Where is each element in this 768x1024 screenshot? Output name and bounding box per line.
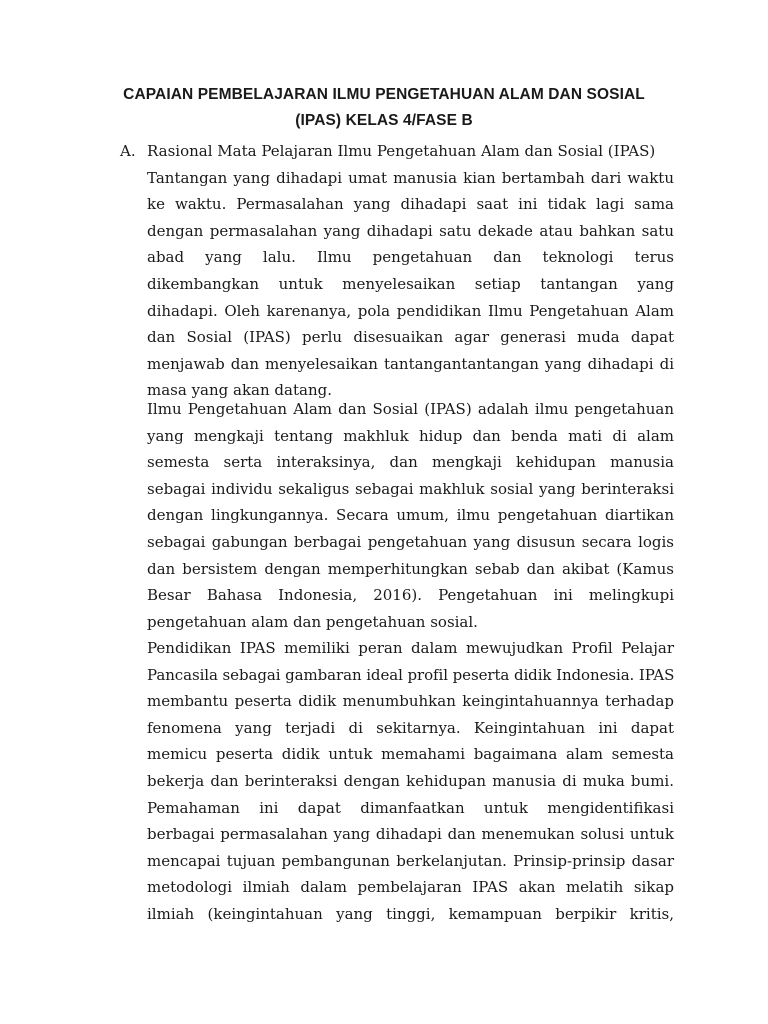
paragraph-2 xyxy=(147,396,674,635)
paragraph-line: Pancasila sebagai gambaran ideal profil peserta didik Indonesia. IPAS xyxy=(147,665,675,684)
paragraph-line: dan Sosial (IPAS) perlu disesuaikan agar generasi muda dapat xyxy=(147,328,674,347)
paragraph-line: Ilmu Pengetahuan Alam dan Sosial (IPAS) adalah ilmu pengetahuan xyxy=(147,400,674,418)
paragraph-line: menjawab dan menyelesaikan tantangantantangan yang dihadapi di xyxy=(147,354,674,373)
paragraph-line: semesta serta interaksinya, dan mengkaji kehidupan manusia xyxy=(147,453,674,472)
paragraph-line: mencapai tujuan pembangunan berkelanjutan. Prinsip-prinsip dasar xyxy=(147,851,674,870)
paragraph-line: abad yang lalu. Ilmu pengetahuan dan teknologi terus xyxy=(147,248,674,267)
paragraph-line: sebagai gabungan berbagai pengetahuan yang disusun secara logis xyxy=(147,532,674,551)
paragraph-line: memicu peserta didik untuk memahami bagaimana alam semesta xyxy=(147,745,674,764)
paragraph-line: bekerja dan berinteraksi dengan kehidupan manusia di muka bumi. xyxy=(147,771,674,790)
paragraph-line: Pendidikan IPAS memiliki peran dalam mewujudkan Profil Pelajar xyxy=(147,639,674,657)
paragraph-line: dan bersistem dengan memperhitungkan sebab dan akibat (Kamus xyxy=(147,559,674,578)
document-title-line-2: (IPAS) KELAS 4/FASE B xyxy=(295,112,473,129)
paragraph-line: ilmiah (keingintahuan yang tinggi, kemampuan berpikir kritis, xyxy=(147,904,674,923)
paragraph-1 xyxy=(147,165,674,404)
paragraph-line: berbagai permasalahan yang dihadapi dan menemukan solusi untuk xyxy=(147,825,674,844)
paragraph-line: fenomena yang terjadi di sekitarnya. Keingintahuan ini dapat xyxy=(147,718,674,737)
paragraph-line: ke waktu. Permasalahan yang dihadapi saat ini tidak lagi sama xyxy=(147,195,674,214)
paragraph-line: metodologi ilmiah dalam pembelajaran IPAS akan melatih sikap xyxy=(147,878,674,897)
document-title-line-1: CAPAIAN PEMBELAJARAN ILMU PENGETAHUAN ALAM DAN SOSIAL xyxy=(123,86,645,103)
paragraph-line: dikembangkan untuk menyelesaikan setiap tantangan yang xyxy=(147,274,674,293)
paragraph-3 xyxy=(147,635,674,928)
section-letter: A. xyxy=(120,142,136,160)
paragraph-line: membantu peserta didik menumbuhkan keingintahuannya terhadap xyxy=(147,692,674,711)
paragraph-line: sebagai individu sekaligus sebagai makhluk sosial yang berinteraksi xyxy=(147,479,674,498)
paragraph-line: dihadapi. Oleh karenanya, pola pendidikan Ilmu Pengetahuan Alam xyxy=(147,301,674,320)
section-heading-text: Rasional Mata Pelajaran Ilmu Pengetahuan Alam dan Sosial (IPAS) xyxy=(147,142,656,160)
paragraph-line: Pemahaman ini dapat dimanfaatkan untuk mengidentifikasi xyxy=(147,798,674,817)
paragraph-line: dengan permasalahan yang dihadapi satu dekade atau bahkan satu xyxy=(147,221,674,240)
section-heading xyxy=(120,138,655,165)
paragraph-line: Besar Bahasa Indonesia, 2016). Pengetahuan ini melingkupi xyxy=(147,586,674,605)
paragraph-line: masa yang akan datang. xyxy=(147,381,332,400)
paragraph-line: dengan lingkungannya. Secara umum, ilmu pengetahuan diartikan xyxy=(147,506,674,525)
paragraph-line: pengetahuan alam dan pengetahuan sosial. xyxy=(147,612,478,631)
paragraph-line: Tantangan yang dihadapi umat manusia kian bertambah dari waktu xyxy=(147,168,674,187)
paragraph-line: yang mengkaji tentang makhluk hidup dan benda mati di alam xyxy=(147,426,674,445)
